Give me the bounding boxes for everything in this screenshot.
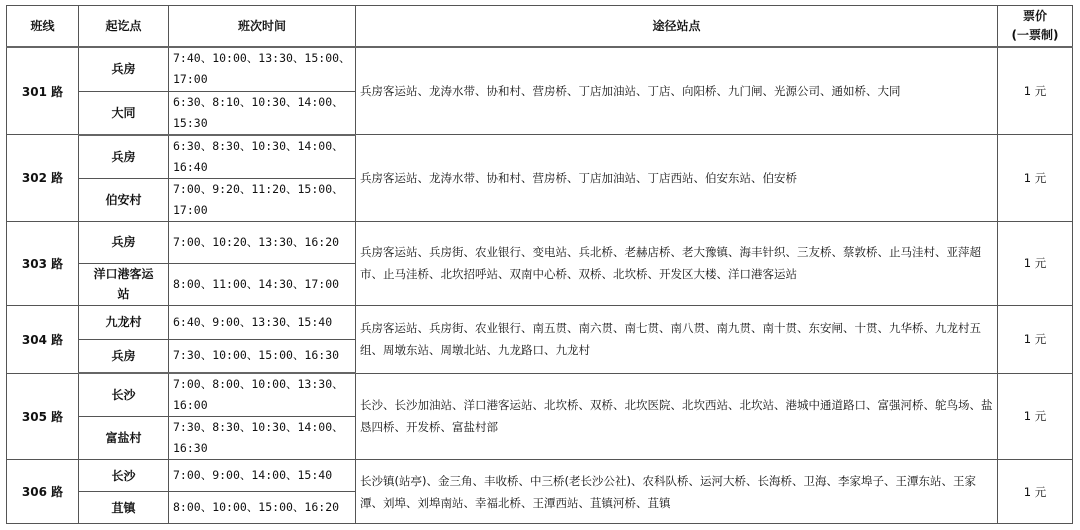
- departure-times: 6:30、8:30、10:30、14:00、16:40: [169, 135, 356, 179]
- terminal-name: 洋口港客运站: [79, 263, 169, 305]
- fare: 1 元: [998, 305, 1073, 373]
- table-row: [7, 221, 1073, 263]
- table-row: [7, 135, 1073, 179]
- table-row: [7, 305, 1073, 339]
- fare: 1 元: [998, 135, 1073, 222]
- terminal-name: 富盐村: [79, 417, 169, 460]
- terminal-name: 兵房: [79, 47, 169, 91]
- terminal-name: 伯安村: [79, 178, 169, 221]
- departure-times: 7:00、10:20、13:30、16:20: [169, 221, 356, 263]
- terminal-name: 长沙: [79, 460, 169, 492]
- departure-times: 7:00、9:00、14:00、15:40: [169, 460, 356, 492]
- terminal-name: 大同: [79, 91, 169, 135]
- departure-times: 7:40、10:00、13:30、15:00、17:00: [169, 47, 356, 91]
- fare: 1 元: [998, 373, 1073, 460]
- departure-times: 7:00、8:00、10:00、13:30、16:00: [169, 373, 356, 417]
- route-stops: 长沙镇(站亭)、金三角、丰收桥、中三桥(老长沙公社)、农科队桥、运河大桥、长海桥、卫海、李家埠子、王潭东站、王家潭、刘埠、刘埠南站、幸福北桥、王潭西站、苴镇河桥、苴镇: [356, 460, 998, 524]
- header-row: [7, 6, 1073, 48]
- header-price: 票价 (一票制): [998, 6, 1073, 48]
- terminal-name: 兵房: [79, 339, 169, 373]
- terminal-name: 长沙: [79, 373, 169, 417]
- terminal-name: 九龙村: [79, 305, 169, 339]
- table-row: [7, 47, 1073, 91]
- header-times: 班次时间: [169, 6, 356, 48]
- fare: 1 元: [998, 221, 1073, 305]
- route-stops: 长沙、长沙加油站、洋口港客运站、北坎桥、双桥、北坎医院、北坎西站、北坎站、港城中通道路口、富强河桥、鸵鸟场、盐恳四桥、开发桥、富盐村部: [356, 373, 998, 460]
- route-stops: 兵房客运站、龙涛水带、协和村、营房桥、丁店加油站、丁店西站、伯安东站、伯安桥: [356, 135, 998, 222]
- route-name: 302 路: [7, 135, 79, 222]
- departure-times: 8:00、11:00、14:30、17:00: [169, 263, 356, 305]
- departure-times: 7:30、8:30、10:30、14:00、16:30: [169, 417, 356, 460]
- route-name: 304 路: [7, 305, 79, 373]
- route-name: 306 路: [7, 460, 79, 524]
- departure-times: 7:00、9:20、11:20、15:00、17:00: [169, 178, 356, 221]
- table-row: [7, 460, 1073, 492]
- departure-times: 6:30、8:10、10:30、14:00、15:30: [169, 91, 356, 135]
- terminal-name: 苴镇: [79, 492, 169, 524]
- route-stops: 兵房客运站、龙涛水带、协和村、营房桥、丁店加油站、丁店、向阳桥、九门闸、光源公司、通如桥、大同: [356, 47, 998, 135]
- terminal-name: 兵房: [79, 135, 169, 179]
- table-row: [7, 373, 1073, 417]
- terminal-name: 兵房: [79, 221, 169, 263]
- bus-schedule-table: [6, 5, 1073, 524]
- departure-times: 7:30、10:00、15:00、16:30: [169, 339, 356, 373]
- route-stops: 兵房客运站、兵房街、农业银行、南五贯、南六贯、南七贯、南八贯、南九贯、南十贯、东安闸、十贯、九华桥、九龙村五组、周墩东站、周墩北站、九龙路口、九龙村: [356, 305, 998, 373]
- header-stops: 途径站点: [356, 6, 998, 48]
- header-route: 班线: [7, 6, 79, 48]
- fare: 1 元: [998, 460, 1073, 524]
- header-terminal: 起讫点: [79, 6, 169, 48]
- route-name: 305 路: [7, 373, 79, 460]
- route-stops: 兵房客运站、兵房街、农业银行、变电站、兵北桥、老赫店桥、老大豫镇、海丰针织、三友桥、蔡敦桥、止马洼村、亚萍超市、止马洼桥、北坎招呼站、双南中心桥、双桥、北坎桥、开发区大楼、洋口港客运站: [356, 221, 998, 305]
- fare: 1 元: [998, 47, 1073, 135]
- departure-times: 6:40、9:00、13:30、15:40: [169, 305, 356, 339]
- departure-times: 8:00、10:00、15:00、16:20: [169, 492, 356, 524]
- route-name: 301 路: [7, 47, 79, 135]
- route-name: 303 路: [7, 221, 79, 305]
